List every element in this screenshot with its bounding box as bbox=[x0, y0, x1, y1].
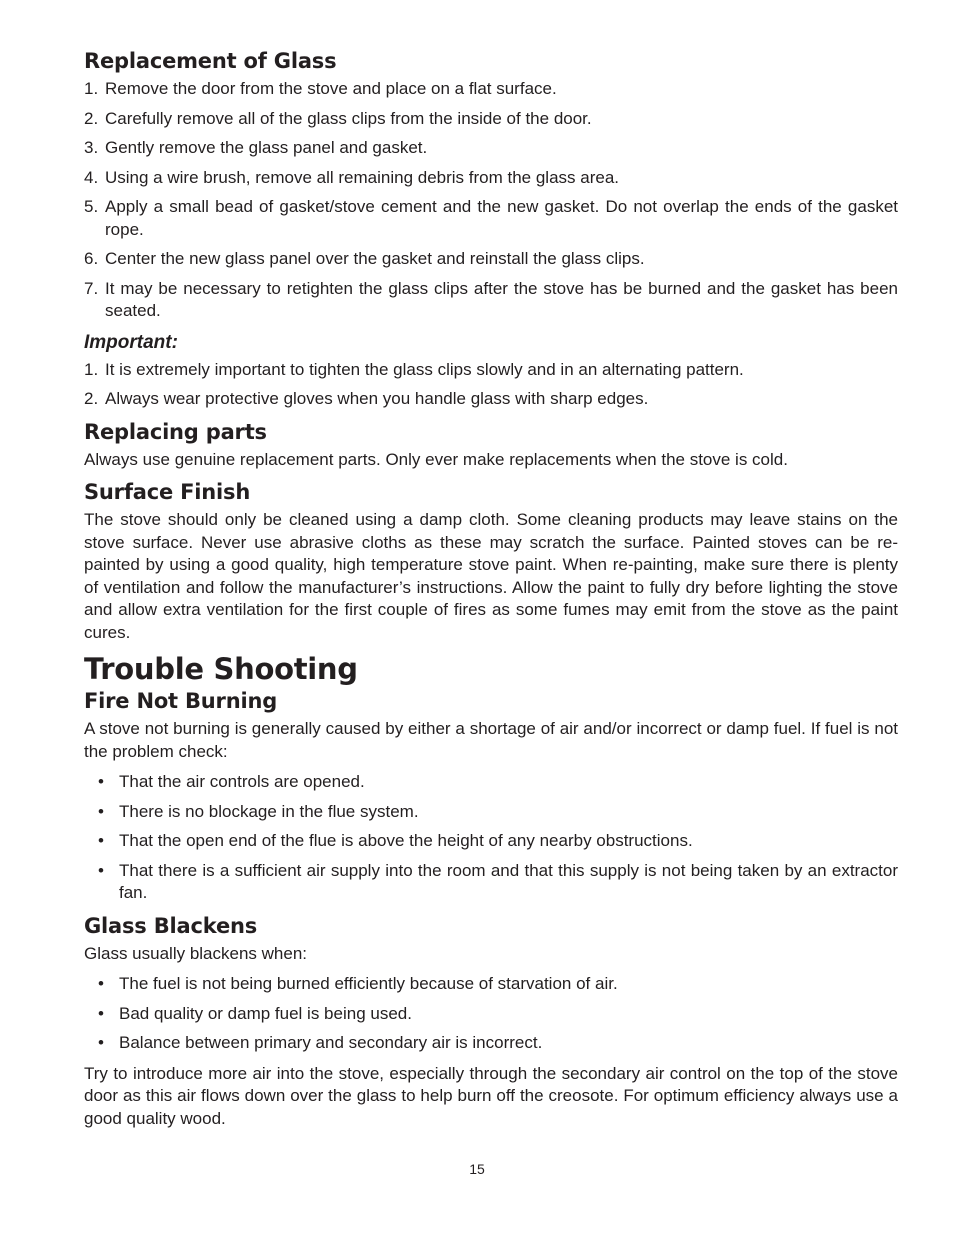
page-content bbox=[84, 48, 898, 1138]
fire-checklist bbox=[84, 771, 898, 905]
list-item bbox=[84, 278, 898, 323]
step-number: 5. bbox=[84, 197, 99, 216]
step-text: It may be necessary to retighten the glass clips after the stove has be burned and the gasket has been seated. bbox=[105, 278, 898, 320]
step-number: 2. bbox=[84, 389, 99, 408]
step-number: 7. bbox=[84, 278, 99, 298]
fire-not-burning-heading: Fire Not Burning bbox=[84, 689, 278, 713]
step-text: Center the new glass panel over the gasket and reinstall the glass clips. bbox=[105, 249, 645, 268]
bullet-icon: • bbox=[98, 1033, 104, 1052]
list-item bbox=[84, 830, 898, 853]
bullet-text: There is no blockage in the flue system. bbox=[119, 801, 419, 821]
list-item bbox=[84, 1003, 898, 1026]
list-item bbox=[84, 78, 898, 101]
glass-blackens-intro: Glass usually blackens when: bbox=[84, 943, 308, 963]
bullet-text: That there is a sufficient air supply into the room and that this supply is not being taken by an extractor fan. bbox=[119, 860, 898, 902]
step-number: 1. bbox=[84, 359, 99, 379]
step-text: Carefully remove all of the glass clips from the inside of the door. bbox=[105, 108, 592, 128]
surface-finish-heading: Surface Finish bbox=[84, 480, 251, 504]
bullet-text: The fuel is not being burned efficiently because of starvation of air. bbox=[119, 974, 618, 993]
glass-blackens-closing: Try to introduce more air into the stove, especially through the secondary air control on the top of the stove door as this air flows down over the glass to help burn off the creosote. For optimum efficiency always use a good quality wood. bbox=[84, 1063, 898, 1128]
replacing-parts-heading: Replacing parts bbox=[84, 419, 267, 444]
important-heading: Important: bbox=[84, 331, 178, 353]
glass-blackens-heading: Glass Blackens bbox=[84, 913, 258, 938]
step-number: 1. bbox=[84, 79, 99, 98]
list-item bbox=[84, 137, 898, 160]
important-list bbox=[84, 359, 898, 411]
bullet-icon: • bbox=[98, 801, 104, 821]
step-number: 4. bbox=[84, 167, 99, 187]
replacement-of-glass-heading: Replacement of Glass bbox=[84, 49, 337, 73]
step-text: Remove the door from the stove and place on a flat surface. bbox=[105, 79, 557, 98]
list-item bbox=[84, 167, 898, 190]
bullet-text: That the air controls are opened. bbox=[119, 772, 365, 791]
step-text: It is extremely important to tighten the glass clips slowly and in an alternating pattern. bbox=[105, 359, 744, 379]
replacing-parts-text: Always use genuine replacement parts. Only ever make replacements when the stove is cold. bbox=[84, 449, 788, 469]
bullet-text: That the open end of the flue is above the height of any nearby obstructions. bbox=[119, 831, 693, 850]
list-item bbox=[84, 973, 898, 996]
list-item bbox=[84, 771, 898, 794]
step-text: Always wear protective gloves when you handle glass with sharp edges. bbox=[105, 389, 649, 408]
list-item bbox=[84, 359, 898, 382]
bullet-icon: • bbox=[98, 860, 104, 880]
bullet-icon: • bbox=[98, 974, 104, 993]
page-number: 15 bbox=[469, 1161, 485, 1177]
fire-not-burning-intro: A stove not burning is generally caused by either a shortage of air and/or incorrect or damp fuel. If fuel is not the problem check: bbox=[84, 719, 898, 761]
list-item bbox=[84, 801, 898, 824]
list-item bbox=[84, 388, 898, 411]
blackens-causes-list bbox=[84, 973, 898, 1055]
bullet-icon: • bbox=[98, 1003, 104, 1023]
step-number: 3. bbox=[84, 138, 99, 157]
list-item bbox=[84, 248, 898, 271]
step-text: Using a wire brush, remove all remaining debris from the glass area. bbox=[105, 167, 620, 187]
step-number: 2. bbox=[84, 108, 99, 128]
bullet-icon: • bbox=[98, 772, 104, 791]
step-text: Gently remove the glass panel and gasket. bbox=[105, 138, 428, 157]
trouble-shooting-title: Trouble Shooting bbox=[84, 652, 358, 686]
glass-steps-list bbox=[84, 78, 898, 323]
step-text: Apply a small bead of gasket/stove cement and the new gasket. Do not overlap the ends of the gasket rope. bbox=[105, 197, 898, 239]
bullet-text: Bad quality or damp fuel is being used. bbox=[119, 1003, 412, 1023]
surface-finish-text: The stove should only be cleaned using a damp cloth. Some cleaning products may leave stains on the stove surface. Never use abrasive cloths as these may scratch the surface. Painted stoves can be re-painted by using a good quality, high temperature stove paint. When re-painting, make sure there is plenty of ventilation and follow the manufacturer’s instructions. Allow the paint to fully dry before lighting the stove and allow extra ventilation for the first couple of fires as some fumes may emit from the stove as the paint cures. bbox=[84, 510, 898, 642]
list-item bbox=[84, 860, 898, 905]
bullet-icon: • bbox=[98, 831, 104, 850]
list-item bbox=[84, 108, 898, 131]
step-number: 6. bbox=[84, 249, 99, 268]
list-item bbox=[84, 1032, 898, 1055]
bullet-text: Balance between primary and secondary air is incorrect. bbox=[119, 1033, 543, 1052]
list-item bbox=[84, 196, 898, 241]
